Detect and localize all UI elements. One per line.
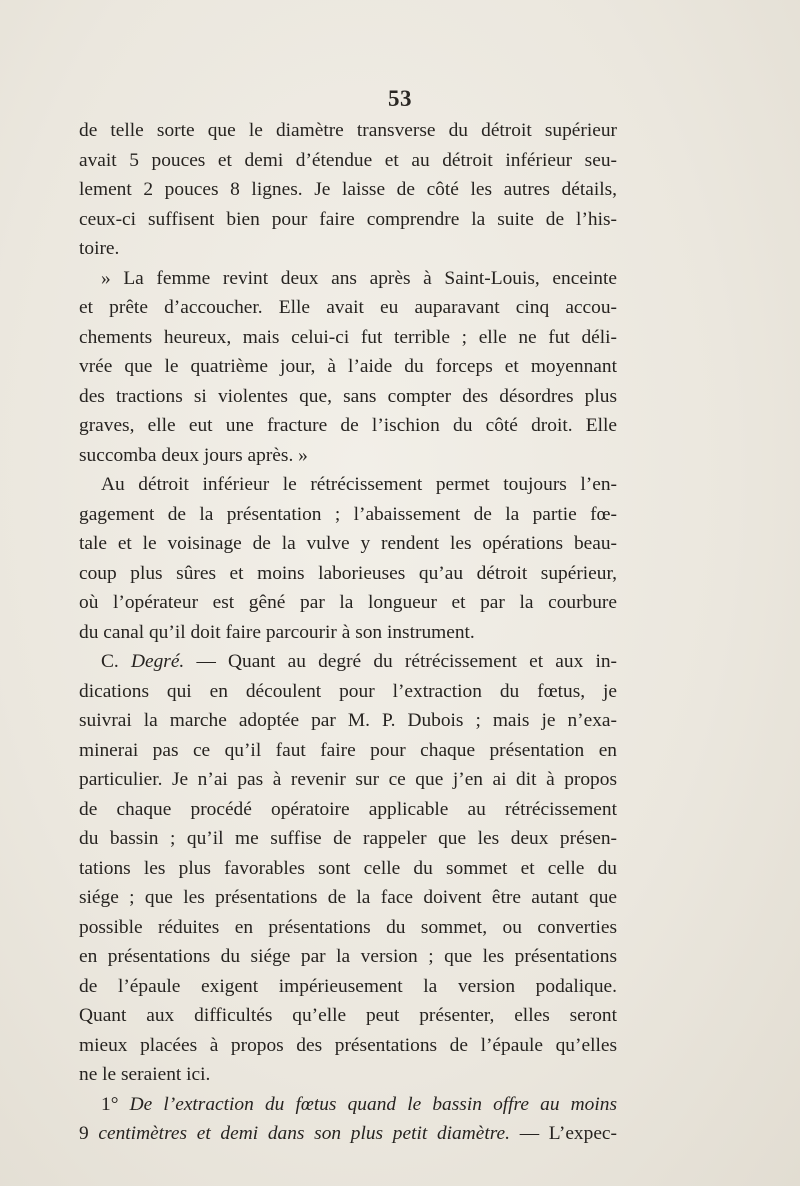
italic-heading: centimètres et demi dans son plus petit diamètre. bbox=[98, 1123, 511, 1144]
text-line: en présentations du siége par la version ; que les présentations bbox=[79, 946, 617, 967]
text-line: de telle sorte que le diamètre transverse du détroit supérieur bbox=[79, 120, 617, 141]
text-line: particulier. Je n’ai pas à revenir sur ce que j’en ai dit à propos bbox=[79, 769, 617, 790]
text-line bbox=[79, 1119, 617, 1149]
page-number: 53 bbox=[388, 86, 412, 111]
text-line: du canal qu’il doit faire parcourir à son instrument. bbox=[79, 621, 475, 643]
text-line: lement 2 pouces 8 lignes. Je laisse de côté les autres détails, bbox=[79, 179, 617, 200]
text-line: possible réduites en présentations du sommet, ou converties bbox=[79, 916, 617, 938]
italic-heading: De l’extraction du fœtus quand le bassin offre au moins bbox=[129, 1093, 617, 1115]
text-line: du bassin ; qu’il me suffise de rappeler que les deux présen- bbox=[79, 828, 617, 849]
text-line: vrée que le quatrième jour, à l’aide du forceps et moyennant bbox=[79, 356, 617, 377]
italic-heading: Degré. bbox=[130, 651, 185, 672]
text-line: et prête d’accoucher. Elle avait eu auparavant cinq accou- bbox=[79, 297, 617, 318]
text-line: chements heureux, mais celui-ci fut terrible ; elle ne fut déli- bbox=[79, 326, 617, 348]
text-line: dications qui en découlent pour l’extraction du fœtus, je bbox=[79, 680, 617, 702]
text-line: suivrai la marche adoptée par M. P. Dubois ; mais je n’exa- bbox=[79, 710, 617, 731]
text-line: graves, elle eut une fracture de l’ischion du côté droit. Elle bbox=[79, 415, 617, 436]
line-prefix: C. bbox=[101, 651, 131, 672]
text-line: mieux placées à propos des présentations de l’épaule qu’elles bbox=[79, 1034, 617, 1056]
line-suffix: — Quant au degré du rétrécissement et aux in- bbox=[184, 651, 617, 672]
line-prefix: 9 bbox=[79, 1123, 99, 1144]
text-line: gagement de la présentation ; l’abaissement de la partie fœ- bbox=[79, 503, 617, 525]
text-line: ceux-ci suffisent bien pour faire comprendre la suite de l’his- bbox=[79, 208, 617, 230]
text-line: » La femme revint deux ans après à Saint-Louis, enceinte bbox=[101, 267, 617, 289]
text-line: succomba deux jours après. » bbox=[79, 444, 308, 466]
text-line: ne le seraient ici. bbox=[79, 1064, 211, 1085]
text-line: où l’opérateur est gêné par la longueur et par la courbure bbox=[79, 592, 617, 613]
text-line: de chaque procédé opératoire applicable au rétrécissement bbox=[79, 798, 617, 820]
text-line: Au détroit inférieur le rétrécissement permet toujours l’en- bbox=[101, 474, 617, 495]
text-line: coup plus sûres et moins laborieuses qu’au détroit supérieur, bbox=[79, 562, 617, 584]
body-text bbox=[79, 116, 617, 1149]
line-prefix: 1° bbox=[101, 1093, 130, 1115]
text-line: Quant aux difficultés qu’elle peut présenter, elles seront bbox=[79, 1005, 617, 1026]
text-line: tale et le voisinage de la vulve y rendent les opérations beau- bbox=[79, 533, 617, 554]
text-line: de l’épaule exigent impérieusement la version podalique. bbox=[79, 975, 617, 997]
text-line: toire. bbox=[79, 238, 120, 259]
text-line: siége ; que les présentations de la face doivent être autant que bbox=[79, 887, 617, 908]
line-suffix: — L’expec- bbox=[510, 1123, 617, 1144]
text-line bbox=[79, 1090, 617, 1120]
text-line: tations les plus favorables sont celle du sommet et celle du bbox=[79, 857, 617, 879]
text-line: des tractions si violentes que, sans compter des désordres plus bbox=[79, 385, 617, 407]
text-line: avait 5 pouces et demi d’étendue et au détroit inférieur seu- bbox=[79, 149, 617, 171]
text-line: minerai pas ce qu’il faut faire pour chaque présentation en bbox=[79, 739, 617, 761]
text-line bbox=[79, 647, 617, 677]
